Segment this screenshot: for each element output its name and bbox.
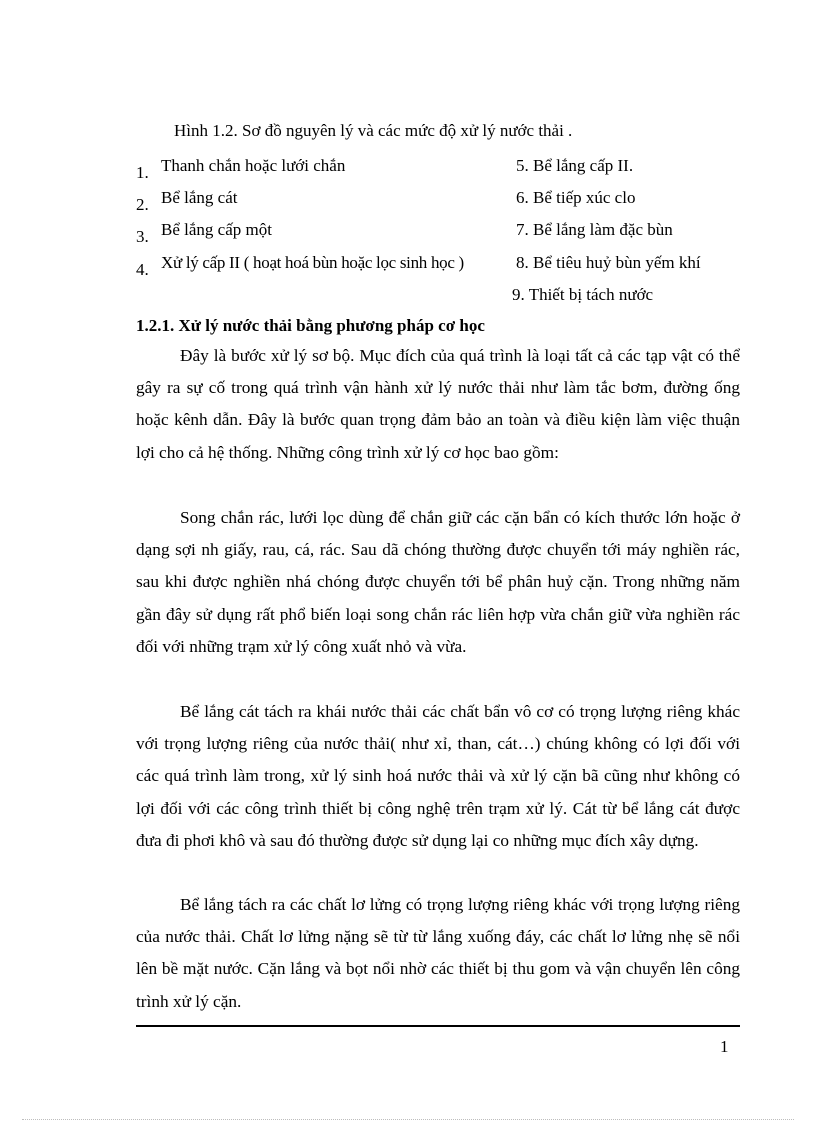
paragraph: Bể lắng tách ra các chất lơ lửng có trọng lượng riêng khác với trọng lượng riêng của nước thải. Chất lơ lửng nặng sẽ từ từ lắng xuống đáy, các chất lơ lửng nhẹ sẽ nổi lên bề mặt nước. Cặn lắng và bọt nổi nhờ các thiết bị thu gom và vận chuyển lên công trình xử lý cặn. [136,895,740,1011]
legend-item: 5. Bể lắng cấp II. [516,156,634,175]
legend-item: 7. Bể lắng làm đặc bùn [516,220,673,239]
legend-number: 4. [136,260,149,279]
legend-number: 1. [136,163,149,182]
legend-item: 8. Bể tiêu huỷ bùn yếm khí [516,253,701,272]
paragraph: Bể lắng cát tách ra khái nước thải các chất bẩn vô cơ có trọng lượng riêng khác với trọng lượng riêng của nước thải( như xỉ, than, cát…) chúng không có lợi đối với các quá trình làm trong, xử lý sinh hoá nước thải và xử lý cặn bã cũng như không có lợi đối với các công trình thiết bị công nghệ trên trạm xử lý. Cát từ bể lắng cát được đưa đi phơi khô và sau đó thường được sử dụng lại co những mục đích xây dựng. [136,702,740,850]
legend-item: Xử lý cấp II ( hoạt hoá bùn hoặc lọc sinh học ) [161,253,464,272]
paragraph: Song chắn rác, lưới lọc dùng để chắn giữ các cặn bẩn có kích thước lớn hoặc ở dạng sợi nh giấy, rau, cá, rác. Sau dã chóng thường được chuyển tới máy nghiền rác, sau khi được nghiền nhá chóng được chuyển tới bể phân huỷ cặn. Trong những năm gần đây sử dụng rất phổ biến loại song chắn rác liên hợp vừa chắn giữ vừa nghiền rác đối với những trạm xử lý công xuất nhỏ và vừa. [136,508,740,656]
legend-item: 9. Thiết bị tách nước [512,285,654,304]
legend-item: Thanh chắn hoặc lưới chắn [161,156,346,175]
legend-item: 6. Bể tiếp xúc clo [516,188,636,207]
legend-number: 3. [136,227,149,246]
footer-rule [136,1025,740,1027]
page-edge-divider [22,1119,794,1120]
section-heading: 1.2.1. Xử lý nước thải bằng phương pháp cơ học [136,316,485,335]
figure-caption: Hình 1.2. Sơ đồ nguyên lý và các mức độ xử lý nước thải . [174,121,573,140]
page-number: 1 [720,1037,729,1056]
legend-item: Bể lắng cát [161,188,238,207]
legend-item: Bể lắng cấp một [161,220,272,239]
paragraph: Đây là bước xử lý sơ bộ. Mục đích của quá trình là loại tất cả các tạp vật có thể gây ra sự cố trong quá trình vận hành xử lý nước thải như làm tắc bơm, đường ống hoặc kênh dẫn. Đây là bước quan trọng đảm bảo an toàn và điều kiện làm việc thuận lợi cho cả hệ thống. Những công trình xử lý cơ học bao gồm: [136,346,740,462]
legend-number: 2. [136,195,149,214]
